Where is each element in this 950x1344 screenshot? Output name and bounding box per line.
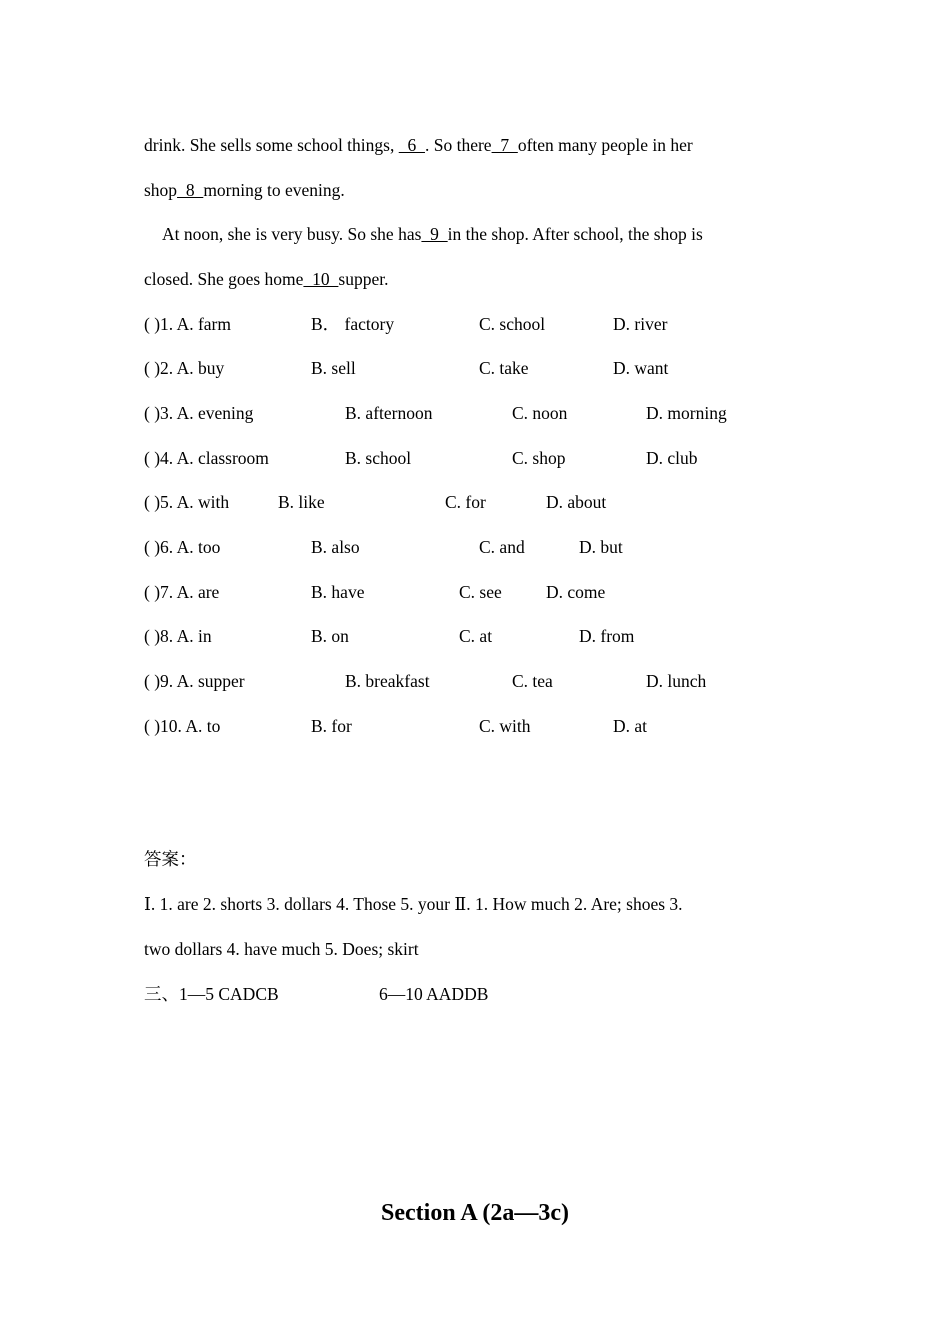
question-4: ( )4. A. classroom B. school C. shop D. club	[144, 448, 698, 468]
passage-line-1: drink. She sells some school things, 6 . So there 7 often many people in her	[144, 135, 693, 155]
question-3: ( )3. A. evening B. afternoon C. noon D. morning	[144, 403, 727, 423]
question-5: ( )5. A. with B. like C. for D. about	[144, 492, 607, 512]
question-8: ( )8. A. in B. on C. at D. from	[144, 626, 635, 646]
passage-line-3: At noon, she is very busy. So she has 9 in the shop. After school, the shop is	[162, 224, 703, 244]
passage-line-2: shop 8 morning to evening.	[144, 180, 345, 200]
blank-9: 9	[421, 224, 448, 244]
passage-line-4: closed. She goes home 10 supper.	[144, 269, 389, 289]
question-10: ( )10. A. to B. for C. with D. at	[144, 716, 648, 736]
blank-10: 10	[303, 269, 339, 289]
question-2: ( )2. A. buy B. sell C. take D. want	[144, 358, 669, 378]
question-1: ( )1. A. farm B． factory C. school D. river	[144, 314, 668, 334]
blank-8: 8	[177, 180, 204, 200]
section-title: Section A (2a—3c)	[381, 1200, 569, 1226]
blank-6: 6	[398, 135, 425, 155]
answers-line-2: two dollars 4. have much 5. Does; skirt	[144, 939, 419, 959]
question-9: ( )9. A. supper B. breakfast C. tea D. lunch	[144, 671, 707, 691]
blank-7: 7	[491, 135, 518, 155]
answers-heading: 答案：	[144, 849, 197, 869]
question-6: ( )6. A. too B. also C. and D. but	[144, 537, 623, 557]
answers-line-3: 三、1—5 CADCB 6—10 AADDB	[144, 984, 489, 1004]
answers-line-1: Ⅰ. 1. are 2. shorts 3. dollars 4. Those 5. your Ⅱ. 1. How much 2. Are; shoes 3.	[144, 894, 683, 914]
question-7: ( )7. A. are B. have C. see D. come	[144, 582, 606, 602]
